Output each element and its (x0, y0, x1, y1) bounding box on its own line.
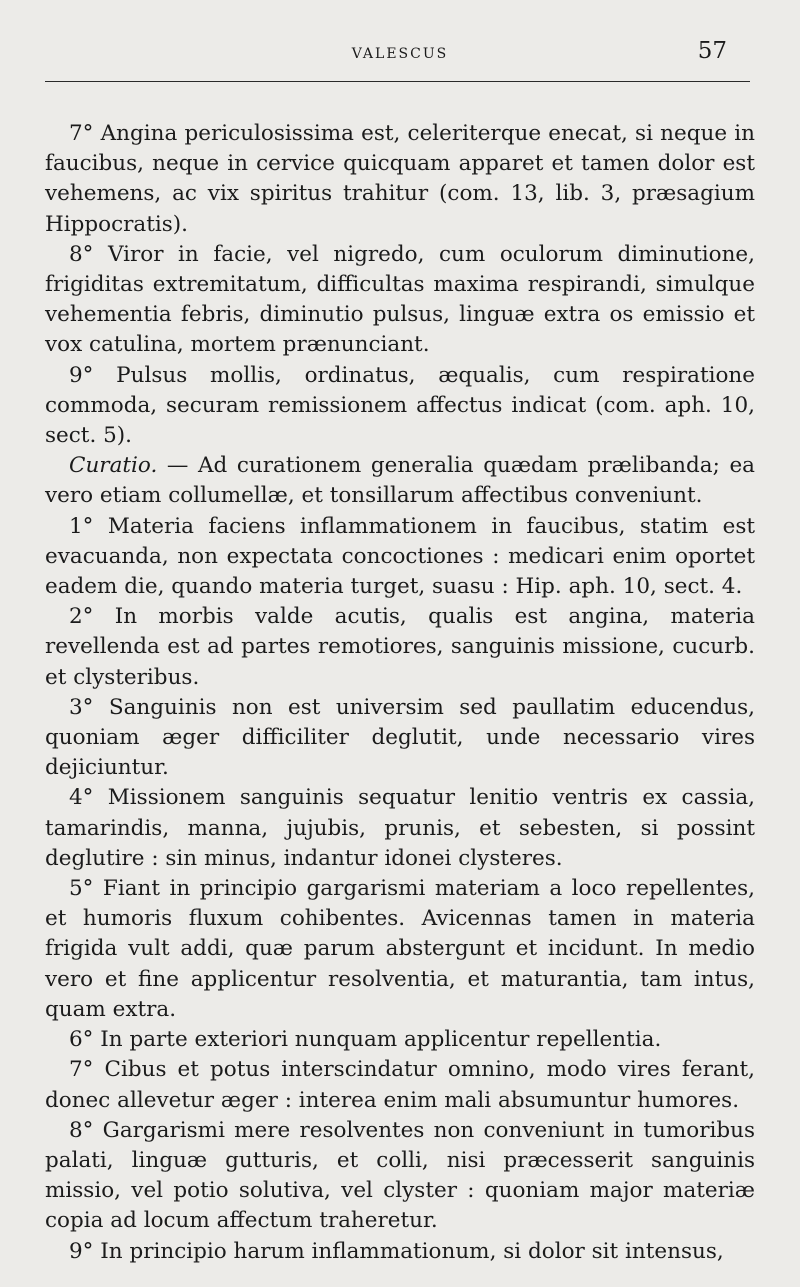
paragraph-text: Viror in facie, vel nigredo, cum oculorum diminutione, frigiditas extremitatum, difficultas maxima respirandi, simulque vehementia febris, diminutio pulsus, linguæ extra os emissio et vox catulina, mortem prænunciant. (45, 241, 755, 358)
paragraph-text: Angina periculosissima est, celeriterque enecat, si neque in faucibus, neque in cervice quicquam apparet et tamen dolor est vehemens, ac vix spiritus trahitur (com. 13, lib. 3, præsagium Hippocratis). (45, 121, 755, 237)
paragraph-8 (45, 240, 755, 361)
paragraph-text: Cibus et potus interscindatur omnino, modo vires ferant, donec allevetur æger : interea enim mali absumuntur humores. (45, 1057, 755, 1113)
paragraph-number: 8° (69, 241, 94, 267)
paragraph-9b (45, 1237, 755, 1267)
paragraph-number: 7° (69, 1057, 94, 1083)
paragraph-number: 5° (69, 876, 94, 902)
paragraph-text: Gargarismi mere resolventes non conveniunt in tumoribus palati, linguæ gutturis, et colli, nisi præcesserit sanguinis missio, vel potio solutiva, vel clyster : quoniam major materiæ copia ad locum affectum traheretur. (45, 1117, 755, 1234)
paragraph-text: In principio harum inflammationum, si dolor sit intensus, (93, 1238, 724, 1264)
paragraph-text: In parte exteriori nunquam applicentur repellentia. (93, 1027, 662, 1053)
paragraph-3 (45, 693, 755, 784)
page-body (45, 119, 755, 1267)
paragraph-number: 1° (69, 513, 94, 539)
paragraph-number: 6° (69, 1027, 94, 1053)
paragraph-7 (45, 119, 755, 240)
paragraph-number: 3° (69, 694, 94, 720)
paragraph-1 (45, 512, 755, 603)
paragraph-2 (45, 602, 755, 693)
paragraph-number: 4° (69, 785, 94, 811)
paragraph-text: Missionem sanguinis sequatur lenitio ventris ex cassia, tamarindis, manna, jujubis, prunis, et sebesten, si possint deglutire : sin minus, indantur idonei clysteres. (45, 785, 755, 871)
paragraph-number: 2° (69, 604, 94, 630)
paragraph-4 (45, 783, 755, 874)
paragraph-number: 9° (69, 1238, 94, 1264)
paragraph-text: In morbis valde acutis, qualis est angina, materia revellenda est ad partes remotiores, sanguinis missione, cucurb. et clysteribus. (45, 604, 755, 690)
paragraph-9 (45, 361, 755, 452)
paragraph-5 (45, 874, 755, 1025)
running-title: VALESCUS (351, 46, 449, 62)
paragraph-number: 9° (69, 362, 94, 388)
paragraph-text: — Ad curationem generalia quædam prælibanda; ea vero etiam collumellæ, et tonsillarum affectibus conveniunt. (45, 453, 755, 509)
paragraph-7b (45, 1055, 755, 1115)
paragraph-text: Pulsus mollis, ordinatus, æqualis, cum respiratione commoda, securam remissionem affectus indicat (com. aph. 10, sect. 5). (45, 362, 755, 449)
paragraph-curatio (45, 451, 755, 511)
header-rule (45, 81, 750, 82)
paragraph-number: 8° (69, 1117, 94, 1143)
paragraph-8b (45, 1116, 755, 1237)
running-head (45, 38, 755, 68)
paragraph-6 (45, 1025, 755, 1055)
section-heading: Curatio. (69, 453, 158, 479)
paragraph-text: Materia faciens inflammationem in faucibus, statim est evacuanda, non expectata concoctiones : medicari enim oportet eadem die, quando materia turget, suasu : Hip. aph. 10, sect. 4. (45, 513, 755, 600)
paragraph-number: 7° (69, 121, 94, 146)
paragraph-text: Fiant in principio gargarismi materiam a loco repellentes, et humoris fluxum cohibentes. Avicennas tamen in materia frigida vult addi, quæ parum abstergunt et incidunt. In medio vero et fine applicentur resolventia, et maturantia, tam intus, quam extra. (45, 876, 755, 1022)
page-number: 57 (697, 38, 727, 64)
paragraph-text: Sanguinis non est universim sed paullatim educendus, quoniam æger difficiliter deglutit, unde necessario vires dejiciuntur. (45, 694, 755, 781)
